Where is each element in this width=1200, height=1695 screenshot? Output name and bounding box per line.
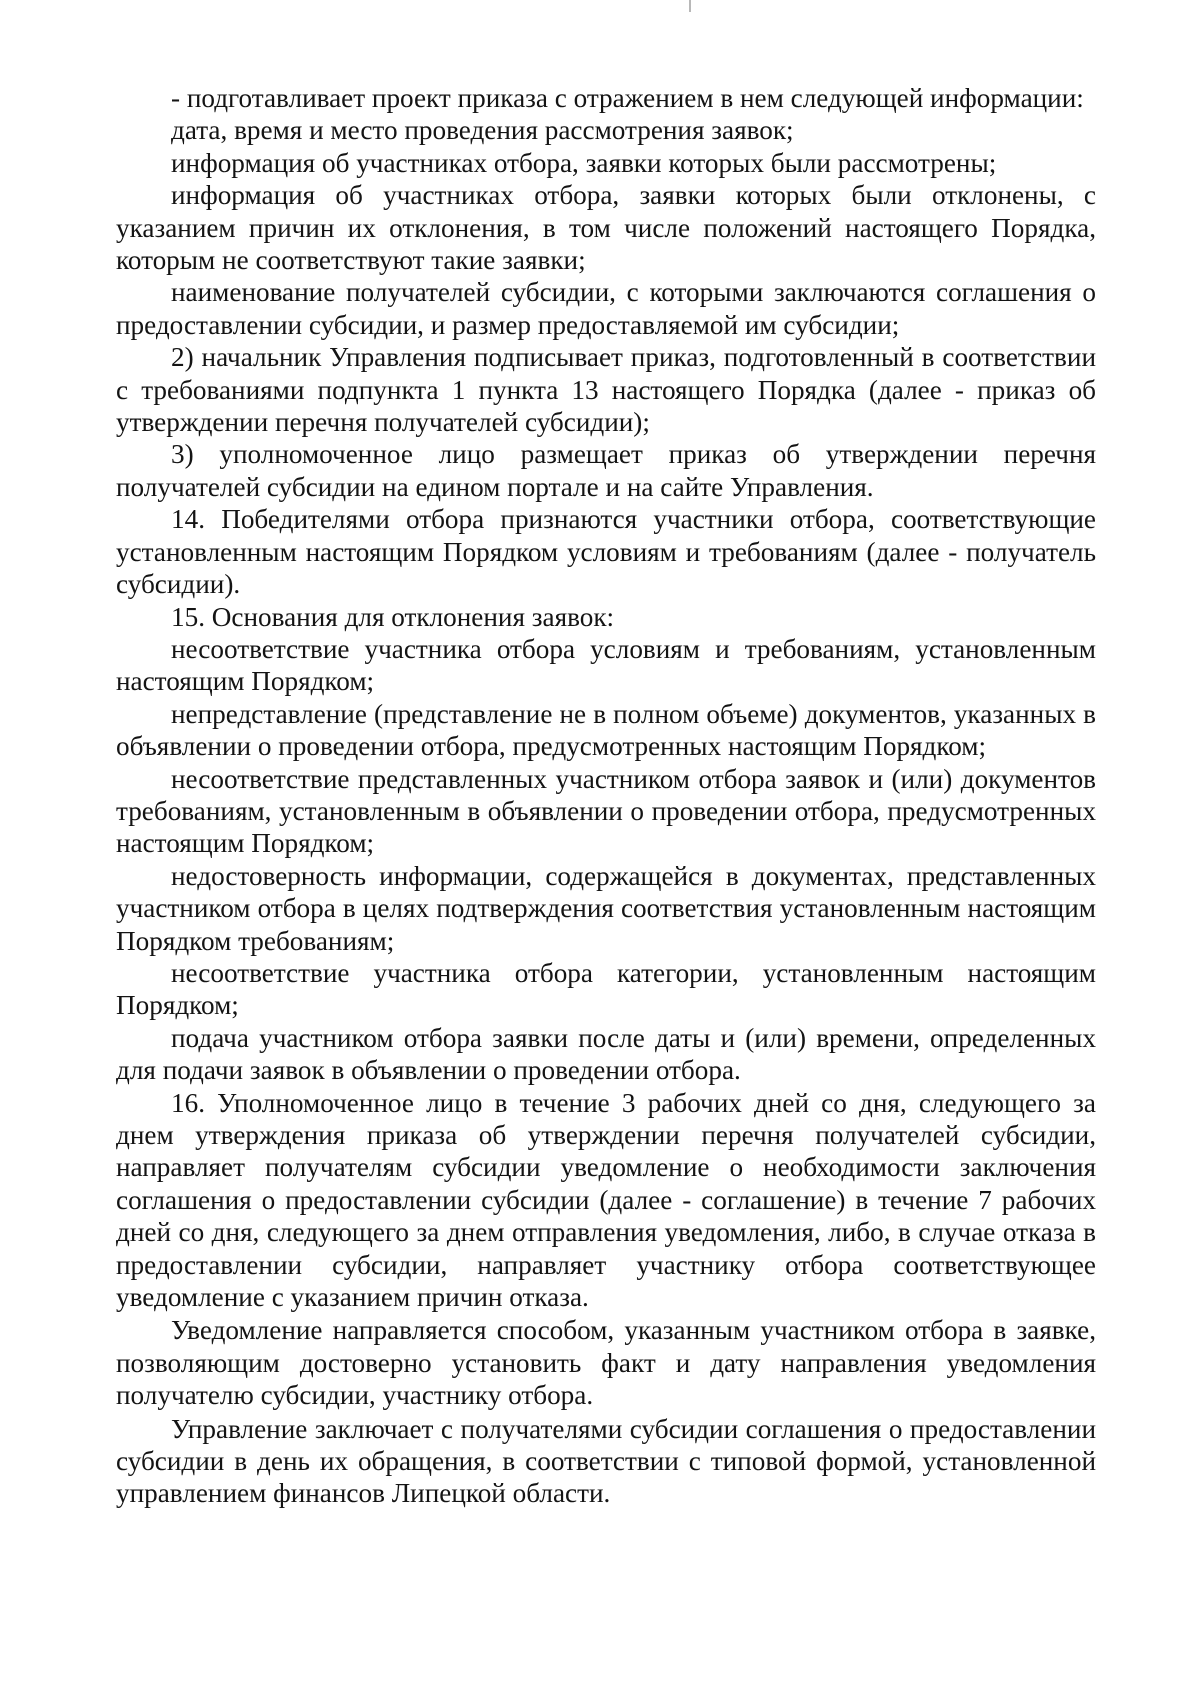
- paragraph: наименование получателей субсидии, с которыми заключаются соглашения о предоставлении субсидии, и размер предоставляемой им субсидии;: [116, 277, 1096, 340]
- paragraph: Управление заключает с получателями субсидии соглашения о предоставлении субсидии в день их обращения, в соответствии с типовой формой, установленной управлением финансов Липецкой области.: [116, 1413, 1096, 1509]
- paragraph: несоответствие представленных участником отбора заявок и (или) документов требованиям, установленным в объявлении о проведении отбора, предусмотренных настоящим Порядком;: [116, 763, 1096, 859]
- paragraph: 3) уполномоченное лицо размещает приказ об утверждении перечня получателей субсидии на едином портале и на сайте Управления.: [116, 439, 1096, 502]
- paragraph: несоответствие участника отбора категории, установленным настоящим Порядком;: [116, 957, 1096, 1021]
- paragraph: - подготавливает проект приказа с отражением в нем следующей информации:: [171, 83, 1084, 113]
- paragraph: 14. Победителями отбора признаются участники отбора, соответствующие установленным настоящим Порядком условиям и требованиям (далее - получатель субсидии).: [116, 504, 1096, 600]
- paragraph: несоответствие участника отбора условиям и требованиям, установленным настоящим Порядком;: [116, 633, 1096, 697]
- paragraph: 16. Уполномоченное лицо в течение 3 рабочих дней со дня, следующего за днем утверждения приказа об утверждении перечня получателей субсидии, направляет получателям субсидии уведомление о необходимости заключения соглашения о предоставлении субсидии (далее - соглашение) в течение 7 рабочих дней со дня, следующего за днем отправления уведомления, либо, в случае отказа в предоставлении субсидии, направляет участнику отбора соответствующее уведомление с указанием причин отказа.: [116, 1087, 1096, 1313]
- document-body: [116, 82, 1096, 1510]
- paragraph: непредставление (представление не в полном объеме) документов, указанных в объявлении о проведении отбора, предусмотренных настоящим Порядком;: [116, 698, 1096, 762]
- paragraph: информация об участниках отбора, заявки которых были рассмотрены;: [171, 147, 997, 178]
- paragraph: дата, время и место проведения рассмотрения заявок;: [171, 115, 794, 146]
- paragraph: подача участником отбора заявки после даты и (или) времени, определенных для подачи заявок в объявлении о проведении отбора.: [116, 1022, 1096, 1086]
- scan-artifact-mark: [689, 0, 691, 12]
- paragraph: информация об участниках отбора, заявки которых были отклонены, с указанием причин их отклонения, в том числе положений настоящего Порядка, которым не соответствуют такие заявки;: [116, 180, 1096, 276]
- paragraph: 15. Основания для отклонения заявок:: [171, 601, 615, 632]
- paragraph: Уведомление направляется способом, указанным участником отбора в заявке, позволяющим достоверно установить факт и дату направления уведомления получателю субсидии, участнику отбора.: [116, 1315, 1096, 1411]
- paragraph: недостоверность информации, содержащейся в документах, представленных участником отбора в целях подтверждения соответствия установленным настоящим Порядком требованиям;: [116, 860, 1096, 956]
- paragraph: 2) начальник Управления подписывает приказ, подготовленный в соответствии с требованиями подпункта 1 пункта 13 настоящего Порядка (далее - приказ об утверждении перечня получателей субсидии);: [116, 342, 1096, 438]
